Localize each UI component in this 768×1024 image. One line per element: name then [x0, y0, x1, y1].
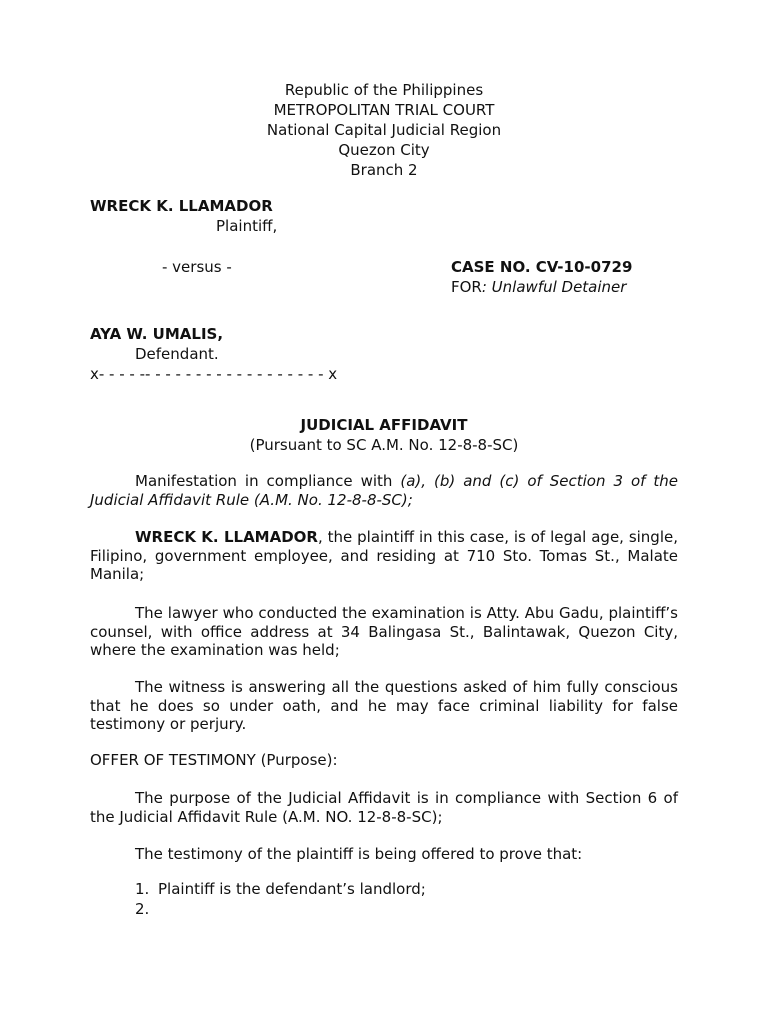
list-number: 2.	[135, 900, 150, 918]
witness-details: , the plaintiff in this case, is of legal age, single, Filipino, government employee, and residing at 710 Sto. Tomas St., Malate Manila;	[90, 528, 678, 583]
affidavit-title: JUDICIAL AFFIDAVIT	[300, 416, 468, 434]
manifestation-lead: Manifestation in compliance with	[135, 472, 401, 490]
court-name: METROPOLITAN TRIAL COURT	[273, 101, 495, 119]
list-item	[135, 899, 149, 919]
oath-paragraph: The witness is answering all the questions asked of him fully conscious that he does so under oath, and he may face criminal liability for false testimony or perjury.	[90, 678, 678, 733]
witness-paragraph	[90, 528, 678, 584]
lawyer-paragraph: The lawyer who conducted the examination is Atty. Abu Gadu, plaintiff’s counsel, with office address at 34 Balingasa St., Balintawak, Quezon City, where the examination was held;	[90, 604, 678, 659]
court-region: National Capital Judicial Region	[266, 121, 502, 139]
list-item	[135, 879, 426, 899]
court-country: Republic of the Philippines	[284, 81, 484, 99]
testimony-intro: The testimony of the plaintiff is being offered to prove that:	[135, 845, 583, 863]
manifestation-paragraph	[90, 472, 678, 509]
court-branch: Branch 2	[350, 161, 418, 179]
list-number: 1.	[135, 880, 150, 898]
list-text: Plaintiff is the defendant’s landlord;	[158, 880, 426, 898]
witness-name: WRECK K. LLAMADOR	[135, 528, 318, 546]
court-city: Quezon City	[338, 141, 430, 159]
versus-label: - versus -	[162, 258, 232, 276]
offer-heading: OFFER OF TESTIMONY (Purpose):	[90, 751, 338, 769]
for-label: FOR	[451, 278, 482, 296]
affidavit-subtitle: (Pursuant to SC A.M. No. 12-8-8-SC)	[249, 436, 519, 454]
case-nature	[451, 277, 626, 297]
purpose-paragraph: The purpose of the Judicial Affidavit is in compliance with Section 6 of the Judicial Affidavit Rule (A.M. NO. 12-8-8-SC);	[90, 789, 678, 826]
defendant-role: Defendant.	[135, 345, 219, 363]
defendant-name: AYA W. UMALIS,	[90, 325, 224, 343]
caption-separator: x- - - - -- - - - - - - - - - - - - - - - - - x	[90, 365, 338, 383]
for-value: : Unlawful Detainer	[481, 278, 627, 296]
case-number: CASE NO. CV-10-0729	[451, 258, 633, 276]
plaintiff-role: Plaintiff,	[216, 217, 278, 235]
plaintiff-name: WRECK K. LLAMADOR	[90, 197, 273, 215]
manifestation-reference: (a), (b) and (c) of Section 3 of the Judicial Affidavit Rule (A.M. No. 12-8-8-SC);	[90, 472, 679, 509]
